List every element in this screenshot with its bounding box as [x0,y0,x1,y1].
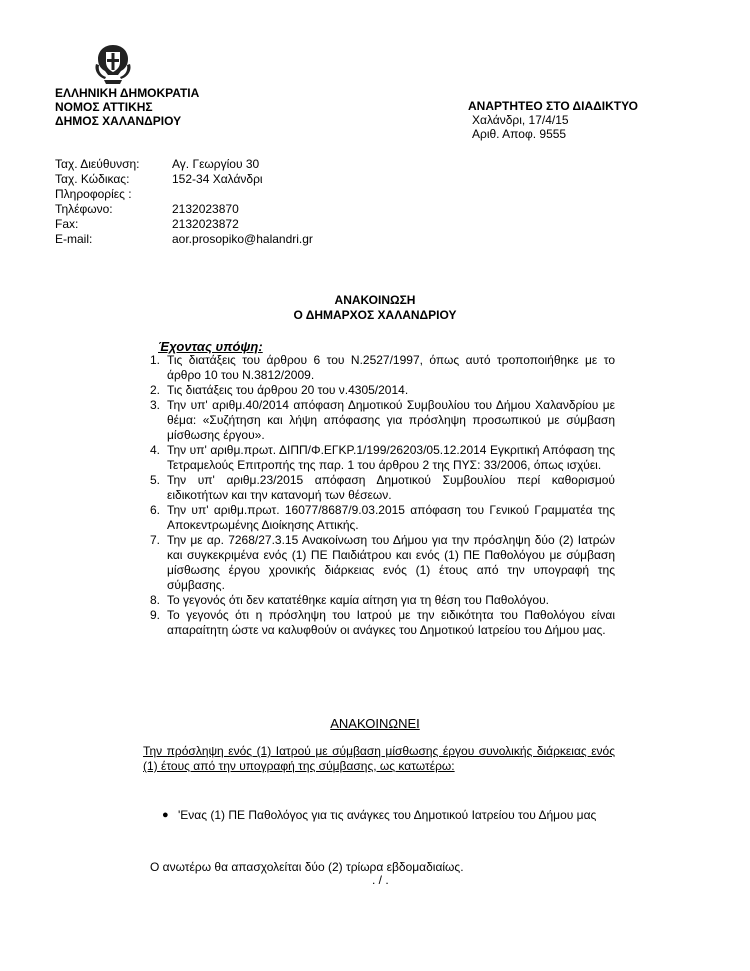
contact-label: E-mail: [55,232,93,246]
list-item-text: Την υπ' αριθμ.πρωτ. 16077/8687/9.03.2015 απόφαση του Γενικού Γραμματέα της Αποκεντρωμένης Διοίκησης Αττικής. [167,503,615,532]
list-item [150,473,615,503]
list-item-text: Την υπ' αριθμ.πρωτ. ΔΙΠΠ/Φ.ΕΓΚΡ.1/199/26203/05.12.2014 Εγκριτική Απόφαση της Τετραμελούς Επιτροπής της παρ. 1 του άρθρου 2 της ΠΥΣ: 33/2006, όπως ισχύει. [167,443,615,472]
contact-value: 2132023870 [172,202,239,216]
position-bullet [162,808,615,823]
contact-row-email [55,232,313,247]
contact-row-fax [55,217,313,232]
contact-label: Ταχ. Κώδικας: [55,172,130,186]
contact-row-postcode [55,172,313,187]
list-item-number: 1. [150,353,161,367]
contact-value: Αγ. Γεωργίου 30 [172,157,260,171]
document-reference-block [468,99,638,141]
contact-label: Ταχ. Διεύθυνση: [55,157,140,171]
list-item-text: Τις διατάξεις του άρθρου 20 του ν.4305/2014. [167,383,409,397]
contact-row-address [55,157,313,172]
announces-heading: ΑΝΑΚΟΙΝΩΝΕΙ [330,716,420,731]
hiring-statement: Την πρόσληψη ενός (1) Ιατρού με σύμβαση μίσθωσης έργου συνολικής διάρκειας ενός (1) έτους από την υπογραφή της σύμβασης, ως κατωτέρω: [143,744,615,773]
list-item-text: Το γεγονός ότι η πρόσληψη του Ιατρού με την ειδικότητα του Παθολόγου είναι απαραίτητη ώστε να καλυφθούν οι ανάγκες του Δημοτικού Ιατρείου του Δήμου μας. [167,608,615,637]
issuing-authority [55,86,199,128]
list-item-number: 9. [150,608,161,622]
title-mayor: Ο ΔΗΜΑΡΧΟΣ ΧΑΛΑΝΔΡΙΟΥ [293,308,457,322]
list-item [150,443,615,473]
issuer-line-country: ΕΛΛΗΝΙΚΗ ΔΗΜΟΚΡΑΤΙΑ [55,86,200,100]
contact-details [55,157,313,247]
document-title [0,293,750,323]
contact-row-info [55,187,313,202]
issuer-line-municipality: ΔΗΜΟΣ ΧΑΛΑΝΔΡΙΟΥ [55,114,182,128]
list-item [150,608,615,638]
list-item-number: 4. [150,443,161,457]
contact-value: 152-34 Χαλάνδρι [172,172,263,186]
list-item [150,593,615,608]
considering-heading: Έχοντας υπόψη: [158,339,263,354]
list-item-number: 5. [150,473,161,487]
list-item-number: 2. [150,383,161,397]
contact-value: 2132023872 [172,217,239,231]
contact-label: Fax: [55,217,79,231]
place-and-date: Χαλάνδρι, 17/4/15 [472,113,569,127]
page-continuation-mark: . / . [372,873,389,887]
contact-label: Πληροφορίες : [55,187,132,201]
decision-number: Αριθ. Αποφ. 9555 [472,127,567,141]
list-item [150,503,615,533]
greek-coat-of-arms-emblem [92,42,134,86]
list-item-number: 7. [150,533,161,547]
position-text: 'Ενας (1) ΠΕ Παθολόγος για τις ανάγκες του Δημοτικού Ιατρείου του Δήμου μας [178,808,597,822]
list-item-number: 3. [150,398,161,412]
contact-row-phone [55,202,313,217]
list-item-number: 6. [150,503,161,517]
list-item-text: Την υπ' αριθμ.40/2014 απόφαση Δημοτικού Συμβουλίου του Δήμου Χαλανδρίου με θέμα: «Συζήτηση και λήψη απόφασης για πρόσληψη προσωπικού με σύμβαση μίσθωσης έργου». [167,398,615,442]
work-hours-note: Ο ανωτέρω θα απασχολείται δύο (2) τρίωρα εβδομαδιαίως. [150,860,464,874]
internet-posting-label: ΑΝΑΡΤΗΤΕΟ ΣΤΟ ΔΙΑΔΙΚΤΥΟ [468,99,638,113]
list-item-text: Τις διατάξεις του άρθρου 6 του Ν.2527/1997, όπως αυτό τροποποιήθηκε με το άρθρο 10 του Ν.3812/2009. [167,353,615,382]
title-announcement: ΑΝΑΚΟΙΝΩΣΗ [334,293,416,307]
list-item-text: Την υπ' αριθμ.23/2015 απόφαση Δημοτικού Συμβουλίου περί καθορισμού ειδικοτήτων και την κατανομή των θέσεων. [167,473,615,502]
contact-email-value: aor.prosopiko@halandri.gr [172,232,313,246]
list-item [150,398,615,443]
list-item-number: 8. [150,593,161,607]
list-item [150,353,615,383]
list-item [150,383,615,398]
contact-label: Τηλέφωνο: [55,202,113,216]
list-item [150,533,615,593]
bullet-icon: ● [162,809,169,821]
considerations-list [150,353,615,638]
list-item-text: Την με αρ. 7268/27.3.15 Ανακοίνωση του Δήμου για την πρόσληψη δύο (2) Ιατρών και συγκεκριμένα ενός (1) ΠΕ Παιδιάτρου και ενός (1) ΠΕ Παθολόγου με σύμβαση μίσθωσης έργου χρονικής διάρκειας ενός (1) έτους από την υπογραφή της σύμβασης. [167,533,615,592]
issuer-line-prefecture: ΝΟΜΟΣ ΑΤΤΙΚΗΣ [55,100,153,114]
list-item-text: Το γεγονός ότι δεν κατατέθηκε καμία αίτηση για τη θέση του Παθολόγου. [167,593,549,607]
